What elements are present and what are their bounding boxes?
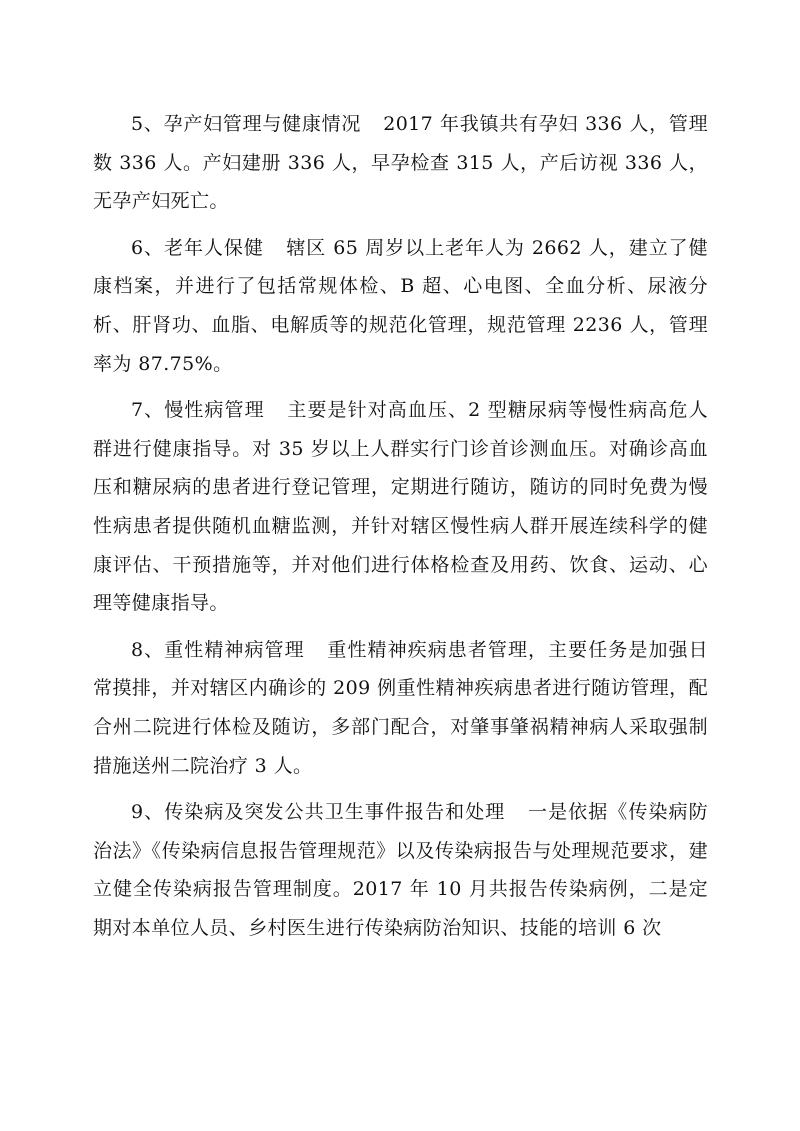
paragraph-heading: 5、孕产妇管理与健康情况	[131, 113, 362, 135]
paragraph-infectious-disease	[93, 793, 708, 947]
paragraph-text: 2017 年我镇共有孕妇 336 人，管理数 336 人。产妇建册 336 人，早孕检查 315 人，产后访视 336 人，无孕产妇死亡。	[93, 113, 709, 213]
paragraph-heading: 9、传染病及突发公共卫生事件报告和处理	[131, 801, 506, 824]
paragraph-text: 一是依据《传染病防治法》《传染病信息报告管理规范》以及传染病报告与处理规范要求，建立健全传染病报告管理制度。2017 年 10 月共报告传染病例，二是定期对本单位人员、乡村医生进行传染病防治知识、技能的培训 6 次	[93, 801, 708, 939]
paragraph-mental-illness	[93, 631, 708, 785]
paragraph-text: 重性精神疾病患者管理，主要任务是加强日常摸排，并对辖区内确诊的 209 例重性精神疾病患者进行随访管理，配合州二院进行体检及随访，多部门配合，对肇事肇祸精神病人采取强制措施送州二院治疗 3 人。	[93, 638, 708, 777]
paragraph-text: 辖区 65 周岁以上老年人为 2662 人，建立了健康档案，并进行了包括常规体检、B 超、心电图、全血分析、尿液分析、肝肾功、血脂、电解质等的规范化管理，规范管理 2236 人，管理率为 87.75%。	[93, 236, 709, 375]
paragraph-elderly-care	[93, 229, 708, 383]
paragraph-heading: 8、重性精神病管理	[131, 638, 305, 661]
paragraph-chronic-disease	[93, 391, 708, 623]
document-body	[93, 105, 708, 955]
paragraph-heading: 7、慢性病管理	[131, 399, 265, 422]
paragraph-heading: 6、老年人保健	[131, 236, 264, 259]
paragraph-maternal-health	[93, 105, 708, 221]
paragraph-text: 主要是针对高血压、2 型糖尿病等慢性病高危人群进行健康指导。对 35 岁以上人群实行门诊首诊测血压。对确诊高血压和糖尿病的患者进行登记管理，定期进行随访，随访的同时免费为慢性病患者提供随机血糖监测，并针对辖区慢性病人群开展连续科学的健康评估、干预措施等，并对他们进行体格检查及用药、饮食、运动、心理等健康指导。	[93, 399, 708, 615]
